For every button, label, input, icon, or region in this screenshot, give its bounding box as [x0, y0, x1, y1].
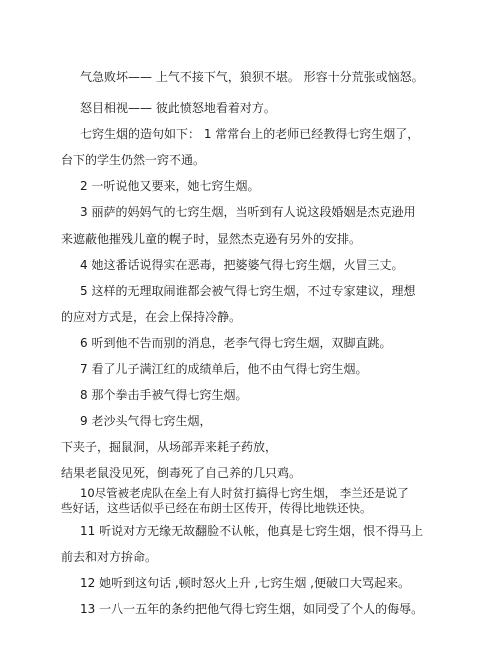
- text-line-5: 2 一听说他又要来，她七窍生烟。: [80, 179, 260, 193]
- text-line-19: 11 听说对方无缘无故翻脸不认帐，他真是七窍生烟，恨不得马上: [80, 524, 424, 538]
- text-line-21: 12 她听到这句话 ,顿时怒火上升 ,七窍生烟 ,便破口大骂起来。: [80, 576, 410, 590]
- text-line-14: 9 老沙头气得七窍生烟，: [80, 414, 212, 428]
- text-line-2: 怒目相视—— 彼此愤怒地看着对方。: [80, 101, 276, 115]
- text-line-1: 气急败坏—— 上气不接下气，狼狈不堪。 形容十分荒张或恼怒。: [80, 70, 424, 84]
- text-line-6: 3 丽萨的妈妈气的七窍生烟，当听到有人说这段婚姻是杰克逊用: [80, 205, 416, 219]
- text-line-7: 来遮蔽他摧残儿童的幌子时，显然杰克逊有另外的安排。: [61, 232, 362, 246]
- text-line-17: 10尽管被老虎队在垒上有人时贫打搞得七窍生烟， 李兰还是说了: [80, 486, 409, 500]
- text-line-13: 8 那个拳击手被气得七窍生烟。: [80, 388, 248, 402]
- text-line-20: 前去和对方拚命。: [61, 550, 158, 564]
- text-line-9: 5 这样的无理取闹谁都会被气得七窍生烟，不过专家建议，理想: [80, 284, 416, 298]
- text-line-12: 7 看了儿子满江红的成绩单后，他不由气得七窍生烟。: [80, 362, 368, 376]
- text-line-3: 七窍生烟的造句如下： 1 常常台上的老师已经教得七窍生烟了，: [80, 127, 420, 141]
- text-line-15: 下夹子，掘鼠洞，从场部弄来耗子药放，: [61, 440, 278, 454]
- text-line-11: 6 听到他不告而别的消息，老李气得七窍生烟，双脚直跳。: [80, 336, 392, 350]
- text-line-10: 的应对方式是，在会上保持冷静。: [61, 310, 242, 324]
- text-line-8: 4 她这番话说得实在恶毒，把婆婆气得七窍生烟，火冒三丈。: [80, 258, 404, 272]
- text-line-22: 13 一八一五年的条约把他气得七窍生烟，如同受了个人的侮辱。: [80, 602, 424, 616]
- text-line-16: 结果老鼠没见死，倒毒死了自己养的几只鸡。: [61, 466, 302, 480]
- text-line-4: 台下的学生仍然一窍不通。: [61, 153, 206, 167]
- text-line-18: 些好话，这些话似乎已经在布朗士区传开，传得比地铁还快。: [61, 501, 372, 515]
